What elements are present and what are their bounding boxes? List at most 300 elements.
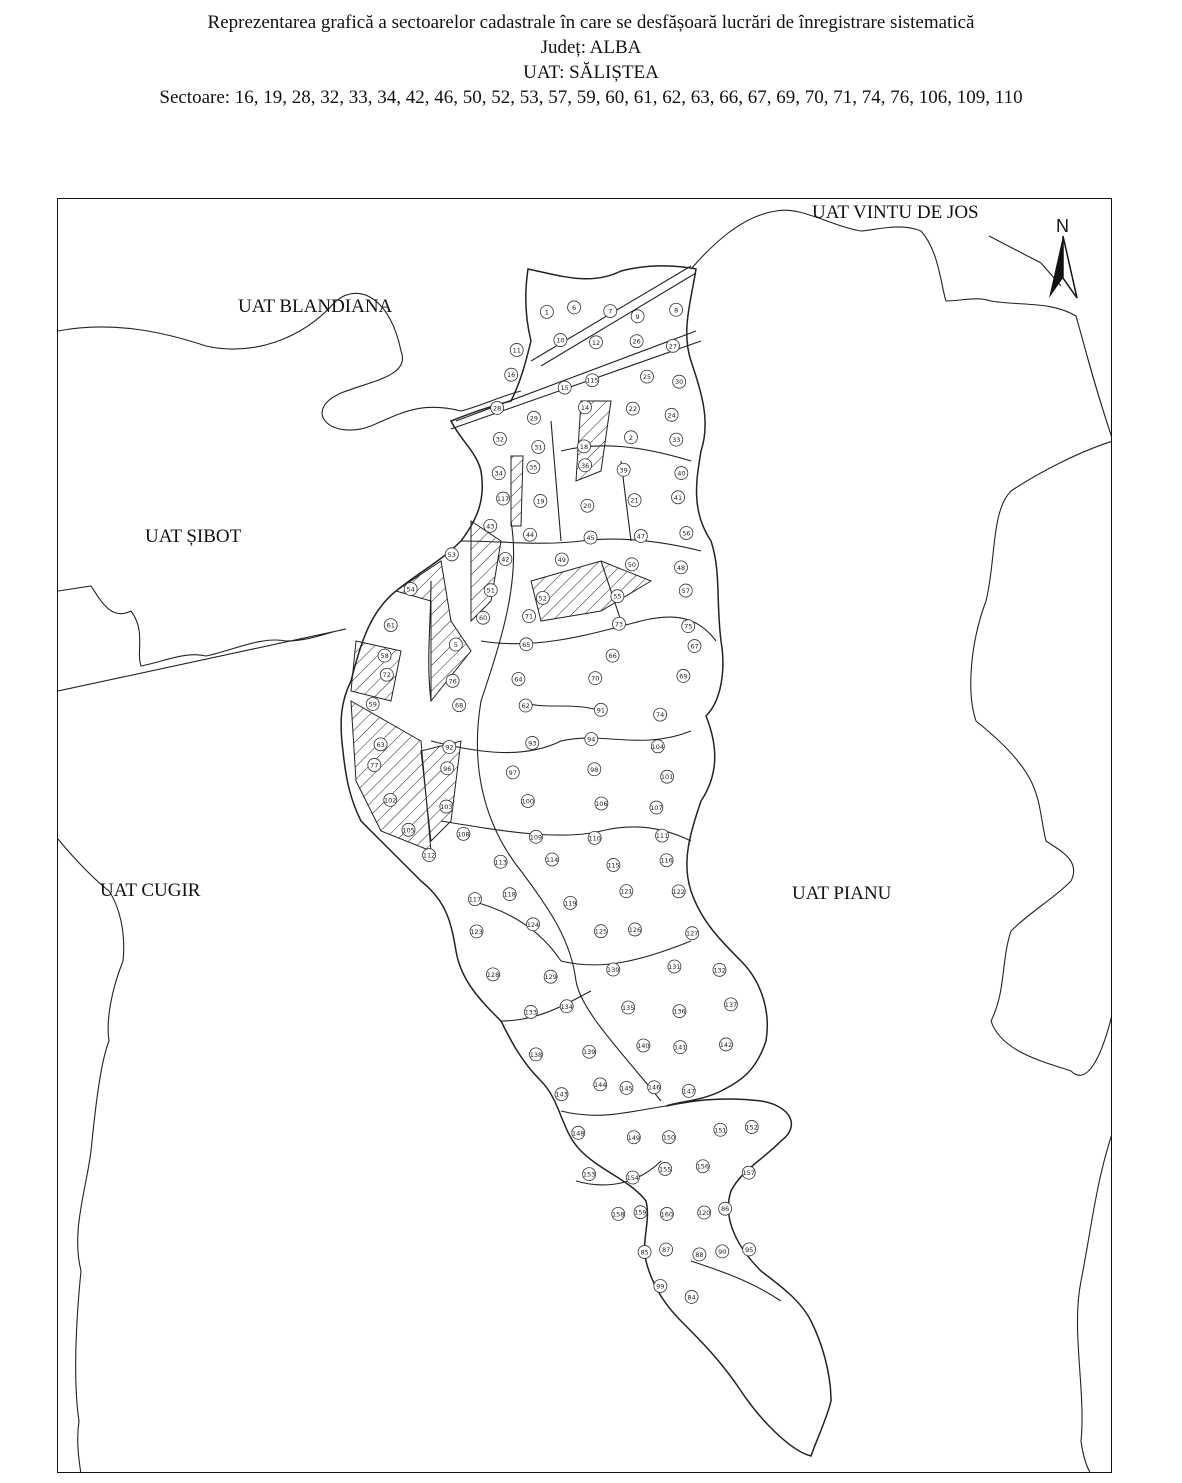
sector-marker-number: 1 [544, 308, 549, 317]
sector-marker-number: 52 [538, 594, 547, 603]
boundary-sibot [58, 586, 346, 691]
sector-marker-number: 19 [536, 497, 545, 506]
sector-marker-number: 58 [380, 652, 389, 661]
map-header [0, 10, 1182, 110]
internal-line-6 [501, 991, 591, 1021]
sector-marker-number: 29 [529, 414, 539, 423]
sector-marker-100 [521, 794, 534, 807]
sector-marker-number: 74 [656, 711, 665, 720]
sector-marker-143 [555, 1088, 568, 1101]
sector-marker-18 [578, 440, 591, 453]
sector-marker-31 [532, 440, 545, 453]
sector-marker-number: 91 [596, 706, 605, 715]
sector-marker-number: 34 [494, 469, 503, 478]
sector-marker-number: 126 [628, 925, 642, 934]
sector-marker-number: 69 [679, 672, 688, 681]
sector-marker-number: 113 [494, 858, 507, 867]
sector-marker-39 [617, 463, 630, 476]
sector-marker-number: 121 [620, 887, 633, 896]
sector-marker-22 [626, 402, 639, 415]
sector-marker-number: 2 [628, 433, 634, 442]
sector-marker-number: 144 [594, 1080, 607, 1089]
sector-marker-number: 158 [612, 1210, 625, 1219]
sector-marker-number: 136 [673, 1007, 686, 1016]
sector-marker-65 [520, 638, 533, 651]
sector-marker-135 [622, 1001, 635, 1014]
sector-marker-number: 77 [370, 761, 379, 770]
sector-marker-115 [607, 858, 620, 871]
sector-marker-84 [685, 1290, 698, 1303]
sector-marker-number: 85 [640, 1248, 649, 1257]
sector-marker-number: 31 [534, 443, 543, 452]
sector-marker-number: 50 [627, 560, 637, 569]
sector-marker-97 [506, 766, 519, 779]
sector-marker-44 [523, 528, 536, 541]
sector-marker-number: 96 [443, 764, 452, 773]
sector-marker-number: 57 [681, 587, 690, 596]
sector-marker-number: 135 [621, 1004, 635, 1013]
sector-marker-138 [529, 1048, 542, 1061]
sector-marker-number: 84 [687, 1293, 696, 1302]
sector-marker-number: 105 [402, 826, 415, 835]
internal-line-15 [691, 1261, 781, 1301]
sector-marker-114 [546, 853, 559, 866]
sector-marker-number: 59 [368, 700, 377, 709]
sector-marker-51 [484, 584, 497, 597]
sector-marker-160 [660, 1207, 673, 1220]
boundary-pianu-east [971, 441, 1112, 1075]
sector-marker-59 [366, 698, 379, 711]
sector-marker-number: 47 [636, 532, 646, 541]
sector-marker-number: 143 [555, 1090, 568, 1099]
sector-marker-21 [628, 494, 641, 507]
sector-marker-number: 48 [676, 563, 686, 572]
sector-marker-number: 116 [660, 856, 673, 865]
sector-marker-number: 153 [582, 1170, 596, 1179]
sector-marker-14 [579, 401, 592, 414]
sector-marker-1 [540, 305, 553, 318]
internal-line-7 [561, 1106, 666, 1115]
hatched-area-southwest [351, 701, 431, 851]
sector-marker-number: 114 [545, 855, 559, 864]
boundary-pianu-south [1077, 1131, 1112, 1473]
sector-marker-105 [402, 823, 415, 836]
sector-marker-number: 51 [486, 586, 495, 595]
sector-marker-30 [673, 375, 686, 388]
sector-marker-7 [604, 305, 617, 318]
sector-marker-number: 86 [720, 1205, 730, 1214]
sector-marker-number: 125 [594, 927, 608, 936]
sector-marker-40 [675, 467, 688, 480]
sector-marker-number: 72 [382, 671, 391, 680]
sector-marker-number: 102 [384, 796, 397, 805]
sector-marker-number: 146 [647, 1083, 661, 1092]
sector-marker-number: 115 [586, 376, 599, 385]
sector-marker-number: 141 [674, 1043, 687, 1052]
sector-marker-number: 30 [675, 378, 684, 387]
sector-marker-71 [523, 610, 536, 623]
sector-marker-54 [404, 583, 417, 596]
sector-marker-86 [719, 1202, 732, 1215]
sector-marker-49 [555, 553, 568, 566]
sector-marker-number: 43 [486, 522, 495, 531]
sector-marker-110 [588, 831, 601, 844]
sector-marker-62 [519, 699, 532, 712]
sector-marker-77 [368, 758, 381, 771]
sector-marker-number: 115 [607, 861, 620, 870]
sector-marker-number: 159 [634, 1208, 647, 1217]
sector-marker-9 [631, 310, 644, 323]
sector-marker-152 [745, 1120, 758, 1133]
sector-marker-69 [677, 669, 690, 682]
sector-marker-number: 118 [503, 890, 516, 899]
sector-marker-number: 95 [745, 1245, 754, 1254]
sector-marker-number: 73 [614, 620, 624, 629]
sector-marker-11 [510, 343, 523, 356]
sector-marker-number: 33 [672, 436, 681, 445]
sector-marker-103 [440, 800, 453, 813]
sector-marker-number: 104 [651, 742, 665, 751]
sector-marker-number: 60 [478, 614, 488, 623]
sector-marker-number: 68 [454, 701, 464, 710]
sector-marker-148 [572, 1126, 585, 1139]
sector-marker-number: 93 [528, 739, 537, 748]
sector-marker-number: 67 [690, 642, 699, 651]
sector-marker-56 [680, 526, 693, 539]
sector-marker-33 [670, 433, 683, 446]
sector-marker-number: 64 [514, 675, 523, 684]
sector-marker-26 [630, 335, 643, 348]
sector-marker-number: 25 [642, 373, 652, 382]
sector-marker-number: 44 [525, 531, 535, 540]
sector-marker-142 [719, 1038, 732, 1051]
sector-marker-151 [714, 1123, 727, 1136]
sector-marker-136 [673, 1005, 686, 1018]
sector-marker-88 [693, 1248, 706, 1261]
sector-marker-number: 5 [453, 641, 458, 650]
sector-marker-number: 6 [572, 303, 577, 312]
internal-line-2 [481, 617, 716, 644]
sector-marker-116 [660, 854, 673, 867]
sector-marker-number: 133 [524, 1008, 538, 1017]
sector-marker-number: 12 [591, 338, 601, 347]
sector-marker-121 [620, 885, 633, 898]
sector-marker-number: 53 [447, 550, 456, 559]
sector-marker-number: 54 [406, 585, 415, 594]
sector-marker-number: 40 [677, 469, 686, 478]
sector-marker-number: 157 [742, 1169, 755, 1178]
sector-marker-70 [589, 672, 602, 685]
sector-marker-25 [640, 370, 653, 383]
sector-marker-50 [625, 558, 638, 571]
sector-marker-number: 26 [632, 337, 641, 346]
sector-marker-35 [527, 461, 540, 474]
sector-marker-32 [493, 432, 506, 445]
sector-marker-number: 154 [626, 1174, 640, 1183]
sector-marker-6 [568, 301, 581, 314]
sector-marker-131 [668, 960, 681, 973]
sector-marker-134 [560, 1000, 573, 1013]
internal-line-5 [471, 901, 691, 965]
sector-marker-95 [743, 1243, 756, 1256]
sector-marker-number: 123 [470, 927, 483, 936]
sector-marker-number: 8 [674, 306, 679, 315]
sector-marker-108 [457, 827, 470, 840]
sector-marker-144 [594, 1078, 607, 1091]
sector-marker-74 [654, 708, 667, 721]
sector-marker-number: 66 [608, 652, 617, 661]
sector-marker-58 [378, 649, 391, 662]
sector-marker-number: 134 [560, 1002, 573, 1011]
sector-marker-number: 21 [630, 496, 639, 505]
sector-marker-146 [648, 1081, 661, 1094]
sector-marker-number: 63 [376, 740, 385, 749]
sector-marker-number: 117 [496, 495, 510, 504]
sector-marker-number: 71 [524, 612, 534, 621]
sector-marker-132 [713, 963, 726, 976]
sector-marker-number: 45 [586, 534, 595, 543]
sector-marker-28 [491, 401, 504, 414]
neighbor-label-cugir: UAT CUGIR [100, 880, 201, 901]
sector-marker-124 [527, 918, 540, 931]
sector-marker-126 [628, 923, 641, 936]
sector-marker-number: 131 [668, 962, 681, 971]
sector-marker-48 [674, 561, 687, 574]
sector-marker-45 [584, 531, 597, 544]
sector-marker-number: 14 [580, 403, 590, 412]
sector-marker-113 [494, 855, 507, 868]
sector-marker-number: 61 [386, 621, 395, 630]
sector-marker-129 [544, 970, 557, 983]
hatched-area-west2 [351, 641, 401, 701]
sector-marker-number: 36 [580, 461, 590, 470]
neighbor-label-vintu-de-jos: UAT VINTU DE JOS [812, 202, 979, 223]
county-label: Județ: ALBA [540, 37, 642, 58]
sector-marker-123 [470, 925, 483, 938]
sector-marker-number: 41 [673, 493, 683, 502]
sector-marker-number: 97 [508, 768, 517, 777]
sector-marker-122 [672, 885, 685, 898]
sector-marker-number: 128 [486, 970, 500, 979]
internal-line-14 [521, 701, 601, 711]
sector-marker-number: 35 [529, 463, 538, 472]
sector-marker-number: 9 [635, 312, 640, 321]
sector-marker-60 [477, 611, 490, 624]
sector-marker-number: 62 [521, 702, 530, 711]
sector-marker-12 [589, 336, 602, 349]
sector-marker-133 [524, 1005, 537, 1018]
sector-marker-15 [558, 381, 571, 394]
map-frame [57, 198, 1112, 1473]
sector-marker-41 [672, 491, 685, 504]
sector-marker-number: 111 [655, 832, 669, 841]
sector-marker-90 [716, 1245, 729, 1258]
sector-marker-number: 148 [572, 1129, 585, 1138]
neighbor-label-sibot: UAT ȘIBOT [145, 526, 242, 547]
sector-marker-number: 56 [682, 529, 691, 538]
sector-marker-number: 90 [718, 1247, 727, 1256]
sector-marker-117 [468, 893, 481, 906]
sector-marker-number: 92 [445, 743, 454, 752]
sector-marker-number: 70 [591, 674, 600, 683]
sector-marker-number: 20 [583, 502, 592, 511]
hatched-area-narrow [511, 456, 523, 526]
sectors-list: Sectoare: 16, 19, 28, 32, 33, 34, 42, 46, 50, 52, 53, 57, 59, 60, 61, 62, 63, 66, 67, 69, 70, 71, 74, 76, 106, 109, 110 [159, 87, 1023, 108]
sector-marker-5 [449, 638, 462, 651]
sector-marker-57 [679, 584, 692, 597]
sector-marker-number: 32 [495, 435, 505, 444]
sector-marker-43 [484, 519, 497, 532]
sector-marker-number: 10 [556, 336, 565, 345]
sector-marker-139 [583, 1045, 596, 1058]
sector-marker-number: 100 [521, 797, 535, 806]
sector-marker-98 [588, 763, 601, 776]
neighbor-label-pianu: UAT PIANU [792, 883, 892, 904]
sector-marker-150 [662, 1131, 675, 1144]
sector-marker-55 [611, 590, 624, 603]
sector-marker-number: 103 [440, 803, 453, 812]
sector-marker-number: 16 [507, 371, 516, 380]
uat-label: UAT: SĂLIȘTEA [523, 62, 659, 83]
sector-marker-number: 155 [658, 1165, 672, 1174]
sector-marker-number: 49 [557, 556, 566, 565]
sector-marker-number: 156 [696, 1162, 710, 1171]
sector-marker-number: 18 [579, 442, 589, 451]
sector-marker-number: 119 [564, 899, 577, 908]
sector-marker-145 [620, 1081, 633, 1094]
sector-marker-156 [696, 1160, 709, 1173]
sector-marker-16 [505, 368, 518, 381]
map-title: Reprezentarea grafică a sectoarelor cadastrale în care se desfășoară lucrări de înregistrare sistematică [207, 12, 975, 33]
sector-marker-2 [624, 431, 637, 444]
neighbor-label-blandiana: UAT BLANDIANA [238, 296, 393, 317]
sector-marker-63 [374, 738, 387, 751]
sector-marker-number: 150 [662, 1133, 676, 1142]
sector-marker-106 [595, 797, 608, 810]
hatched-area-central [471, 521, 501, 621]
sector-marker-42 [499, 553, 512, 566]
sector-marker-93 [526, 736, 539, 749]
sector-marker-number: 76 [448, 677, 457, 686]
sector-marker-118 [503, 888, 516, 901]
map-canvas [58, 199, 1112, 1473]
sector-marker-number: 139 [582, 1048, 596, 1057]
sector-marker-104 [651, 740, 664, 753]
sector-marker-number: 42 [501, 555, 510, 564]
sector-marker-140 [637, 1039, 650, 1052]
sector-marker-155 [659, 1162, 672, 1175]
sector-marker-number: 160 [660, 1210, 674, 1219]
sector-marker-8 [670, 303, 683, 316]
sector-marker-47 [634, 530, 647, 543]
sector-marker-87 [660, 1243, 673, 1256]
sector-marker-91 [594, 703, 607, 716]
sector-marker-92 [443, 741, 456, 754]
sector-marker-number: 142 [719, 1040, 733, 1049]
internal-line-11 [551, 421, 561, 541]
sector-marker-number: 152 [745, 1123, 758, 1132]
sector-marker-76 [446, 674, 459, 687]
sector-marker-159 [634, 1206, 647, 1219]
sector-marker-61 [384, 619, 397, 632]
sector-marker-130 [607, 963, 620, 976]
sector-marker-102 [384, 793, 397, 806]
sector-marker-number: 65 [522, 640, 531, 649]
sector-marker-number: 138 [529, 1050, 543, 1059]
sector-marker-number: 112 [422, 851, 436, 860]
sector-marker-157 [742, 1166, 755, 1179]
sector-marker-153 [583, 1168, 596, 1181]
sector-marker-128 [487, 968, 500, 981]
sector-marker-number: 108 [457, 830, 470, 839]
sector-marker-number: 106 [595, 799, 608, 808]
sector-marker-19 [534, 494, 547, 507]
sector-marker-number: 55 [613, 592, 622, 601]
sector-marker-number: 127 [685, 929, 699, 938]
sector-marker-111 [656, 829, 669, 842]
sector-marker-number: 147 [682, 1087, 696, 1096]
sector-marker-number: 107 [650, 804, 663, 813]
sector-marker-53 [445, 548, 458, 561]
sector-marker-29 [527, 411, 540, 424]
sector-marker-number: 75 [684, 622, 693, 631]
sector-marker-number: 132 [713, 966, 726, 975]
sector-marker-96 [441, 762, 454, 775]
sector-marker-73 [612, 617, 625, 630]
sector-marker-number: 120 [697, 1209, 711, 1218]
sector-marker-64 [512, 672, 525, 685]
sector-marker-number: 109 [529, 833, 543, 842]
sector-marker-number: 22 [628, 405, 638, 414]
sector-marker-112 [423, 849, 436, 862]
sector-marker-number: 39 [619, 466, 628, 475]
sector-marker-66 [606, 649, 619, 662]
internal-line-4 [441, 821, 691, 841]
sector-marker-125 [594, 925, 607, 938]
sector-marker-141 [674, 1041, 687, 1054]
sector-marker-127 [686, 927, 699, 940]
sector-marker-147 [682, 1084, 695, 1097]
sector-marker-number: 122 [672, 887, 685, 896]
sector-marker-117 [497, 492, 510, 505]
sector-marker-number: 24 [667, 411, 676, 420]
north-arrow-label: N [1056, 216, 1069, 236]
sector-marker-149 [627, 1131, 640, 1144]
sector-marker-number: 140 [637, 1041, 650, 1050]
sector-marker-36 [579, 459, 592, 472]
sector-marker-10 [554, 334, 567, 347]
sector-marker-number: 7 [608, 307, 613, 316]
sector-marker-number: 27 [668, 342, 678, 351]
sector-marker-101 [661, 770, 674, 783]
boundary-cugir [58, 839, 124, 1473]
sector-marker-number: 137 [724, 1000, 738, 1009]
sector-marker-number: 11 [512, 346, 521, 355]
sector-marker-number: 88 [695, 1250, 704, 1259]
sector-marker-120 [698, 1206, 711, 1219]
sector-marker-number: 87 [661, 1245, 671, 1254]
sector-marker-number: 98 [590, 765, 599, 774]
sector-marker-67 [688, 640, 701, 653]
sector-marker-number: 110 [588, 834, 601, 843]
sector-marker-number: 149 [627, 1133, 641, 1142]
sector-marker-20 [581, 499, 594, 512]
sector-marker-27 [666, 339, 679, 352]
sector-marker-75 [682, 620, 695, 633]
sector-marker-52 [536, 591, 549, 604]
sector-marker-94 [585, 733, 598, 746]
sector-marker-number: 130 [607, 966, 620, 975]
